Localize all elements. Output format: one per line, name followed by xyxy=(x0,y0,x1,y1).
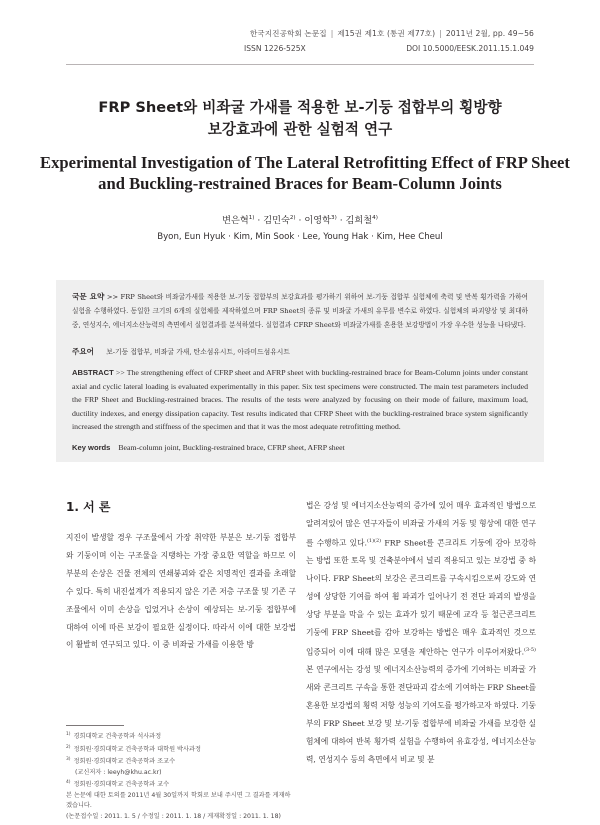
english-title xyxy=(40,152,570,194)
meta-row xyxy=(0,44,600,56)
korean-abstract-text: >> FRP Sheet와 비좌굴가새를 적용한 보-기둥 접합부의 보강효과를 평가하기 위하여 보-기둥 접합부 실험체에 축력 및 반복 횡가력을 가하여 실험을 수행하였다. 동일한 크기의 6개의 실험체를 제작하였으며 FRP Sheet의 종류 및 비좌굴 가새의 유무를 변수로 하였다. 실험체의 파괴양상 및 최대하중, 연성지수, 에너지소산능력의 측면에서 실험결과를 분석하였다. 실험결과 CFRP Sheet와 비좌굴가새를 혼용한 보강방법이 가장 우수한 성능을 나타냈다. xyxy=(72,293,528,329)
english-keywords-text: Beam-column joint, Buckling-restrained brace, CFRP sheet, AFRP sheet xyxy=(118,443,345,452)
author-2: 김민숙$^{2)}$ xyxy=(263,214,296,226)
left-column-text xyxy=(66,529,296,654)
korean-keywords-label: 주요어 xyxy=(72,347,95,356)
authors-english: Byon, Eun Hyuk · Kim, Min Sook · Lee, Young Hak · Kim, Hee Cheul xyxy=(157,232,443,242)
korean-title-line-1: FRP Sheet와 비좌굴 가새를 적용한 보-기둥 접합부의 횡방향 xyxy=(98,99,502,116)
authors-korean xyxy=(0,212,600,226)
footnote-discussion: 본 논문에 대한 토의를 2011년 4월 30일까지 학회로 보내 주시면 그 결과를 게재하겠습니다. xyxy=(66,791,291,810)
korean-abstract xyxy=(72,290,528,333)
author-separator: · xyxy=(339,215,343,226)
header-rule xyxy=(66,64,534,65)
author-4: 김희철$^{4)}$ xyxy=(345,214,378,226)
header-separator: | xyxy=(330,29,334,38)
english-abstract-text: >> The strengthening effect of CFRP sheet and AFRP sheet with buckling-restrained brace for Beam-Column joints under constant axial and cyclic lateral loading is evaluated experimentally in this paper. Six test specimens were constructed. The main test parameters included the FRP Sheet and Buckling-restrained braces. The results of the tests were analyzed by focusing on their mode of failure, maximum load, ductility indexes, and energy dissipation capacity. Test results indicated that CFRP Sheet with the buckling-restrained brace system significantly increased the strength and stiffness of the specimen and that it was the most adequate retrofitting method. xyxy=(72,368,528,432)
citation-3-5: (3-5) xyxy=(524,646,536,653)
citation-1-2: (1)(2) xyxy=(366,537,382,544)
english-title-line-2: and Buckling-restrained Braces for Beam-Column Joints xyxy=(98,174,502,193)
author-3: 이영학$^{3)}$ xyxy=(304,214,337,226)
doi: DOI 10.5000/EESK.2011.15.1.049 xyxy=(406,44,534,53)
footnote-3: $^{3)}$ 정회원·경희대학교 건축공학과 조교수 xyxy=(66,757,176,766)
right-paragraph-part-a: 법은 강성 및 에너지소산능력의 증가에 있어 매우 효과적인 방법으로 알려져있어 많은 연구자들이 비좌굴 가새의 거동 및 형상에 대한 연구를 수행하고 있다. xyxy=(306,501,536,548)
header-separator: | xyxy=(439,29,442,38)
korean-keywords xyxy=(72,345,528,360)
author-separator: · xyxy=(298,215,302,226)
english-abstract-label: ABSTRACT xyxy=(72,368,114,377)
issn: ISSN 1226-525X xyxy=(244,44,306,53)
english-title-line-1: Experimental Investigation of The Lateral Retrofitting Effect of FRP Sheet xyxy=(40,153,570,172)
journal-name: 한국지진공학회 논문집 xyxy=(249,29,327,38)
english-keywords-label: Key words xyxy=(72,443,111,452)
right-paragraph-part-c: 본 연구에서는 강성 및 에너지소산능력의 증가에 기여하는 비좌굴 가새와 콘크리트 구속을 통한 전단파괴 감소에 기여하는 FRP Sheet를 혼용한 보강법의 횡력 저항 성능의 기여도를 평가하고자 하였다. 기둥부의 FRP Sheet 보강 및 보-기둥 접합부에 비좌굴 가새를 보강한 실험체에 대하여 반복 횡가력 실험을 수행하여 유효강성, 에너지소산능력, 연성지수 등의 측면에서 비교 및 분 xyxy=(306,665,536,764)
korean-title-line-2: 보강효과에 관한 실험적 연구 xyxy=(207,121,393,138)
intro-paragraph: 지진이 발생할 경우 구조물에서 가장 취약한 부분은 보-기둥 접합부와 기둥이며 이는 구조물을 지탱하는 가장 중요한 역할을 하므로 이 부분의 손상은 건물 전체의 연쇄붕괴와 같은 치명적인 결과를 초래할 수 있다. 특히 내진설계가 적용되지 않은 기존 저층 구조물 및 기존 구조물에서 이미 손상을 입었거나 손상이 예상되는 보-기둥 접합부에 대하여 이에 따른 보강이 필요한 실정이다. 따라서 이에 대한 보강법이 활발히 연구되고 있다. 이 중 비좌굴 가새를 이용한 방 xyxy=(66,533,296,650)
footnote-4: $^{4)}$ 정회원·경희대학교 건축공학과 교수 xyxy=(66,780,170,789)
footnote-dates: (논문접수일 : 2011. 1. 5 / 수정일 : 2011. 1. 18 / 게재확정일 : 2011. 1. 18) xyxy=(66,812,281,820)
korean-title xyxy=(40,97,560,141)
right-column-text xyxy=(306,497,536,769)
footnote-rule xyxy=(66,725,124,726)
journal-volume: 제15권 제1호 (통권 제77호) xyxy=(337,29,436,38)
author-separator: · xyxy=(257,215,261,226)
journal-date-pages: 2011년 2월, pp. 49~56 xyxy=(445,29,534,38)
footnote-contact: (교신저자 : leeyh@khu.ac.kr) xyxy=(75,768,162,776)
journal-header xyxy=(0,28,534,39)
footnotes xyxy=(66,730,296,822)
right-paragraph-part-b: FRP Sheet를 콘크리트 기둥에 감아 보강하는 방법 또한 토목 및 건축분야에서 널리 적용되고 있는 보강법 중 하나이다. FRP Sheet의 보강은 콘크리트를 구속시킴으로써 강도와 연성에 상당한 기여를 하여 휨 파괴가 일어나기 전 전단 파괴의 발생을 상당 부분을 막을 수 있는 효과가 있기 때문에 교각 등 철근콘크리트 기둥에 FRP Sheet를 감아 보강하는 방법은 매우 효과적인 것으로 입증되어 이에 대해 많은 모델을 제안하는 연구가 이루어져왔다. xyxy=(306,538,536,657)
footnote-2: $^{2)}$ 정회원·경희대학교 건축공학과 대학원 박사과정 xyxy=(66,744,201,753)
english-abstract xyxy=(72,366,528,434)
author-1: 변은혁$^{1)}$ xyxy=(222,214,255,226)
section-heading-introduction: 1. 서 론 xyxy=(66,500,111,514)
english-keywords xyxy=(72,441,528,455)
korean-keywords-text: 보-기둥 접합부, 비좌굴 가새, 탄소섬유시트, 아라미드섬유시트 xyxy=(106,348,290,356)
korean-abstract-label: 국문 요약 xyxy=(72,292,105,301)
footnote-1: $^{1)}$ 경희대학교 건축공학과 석사과정 xyxy=(66,732,162,741)
